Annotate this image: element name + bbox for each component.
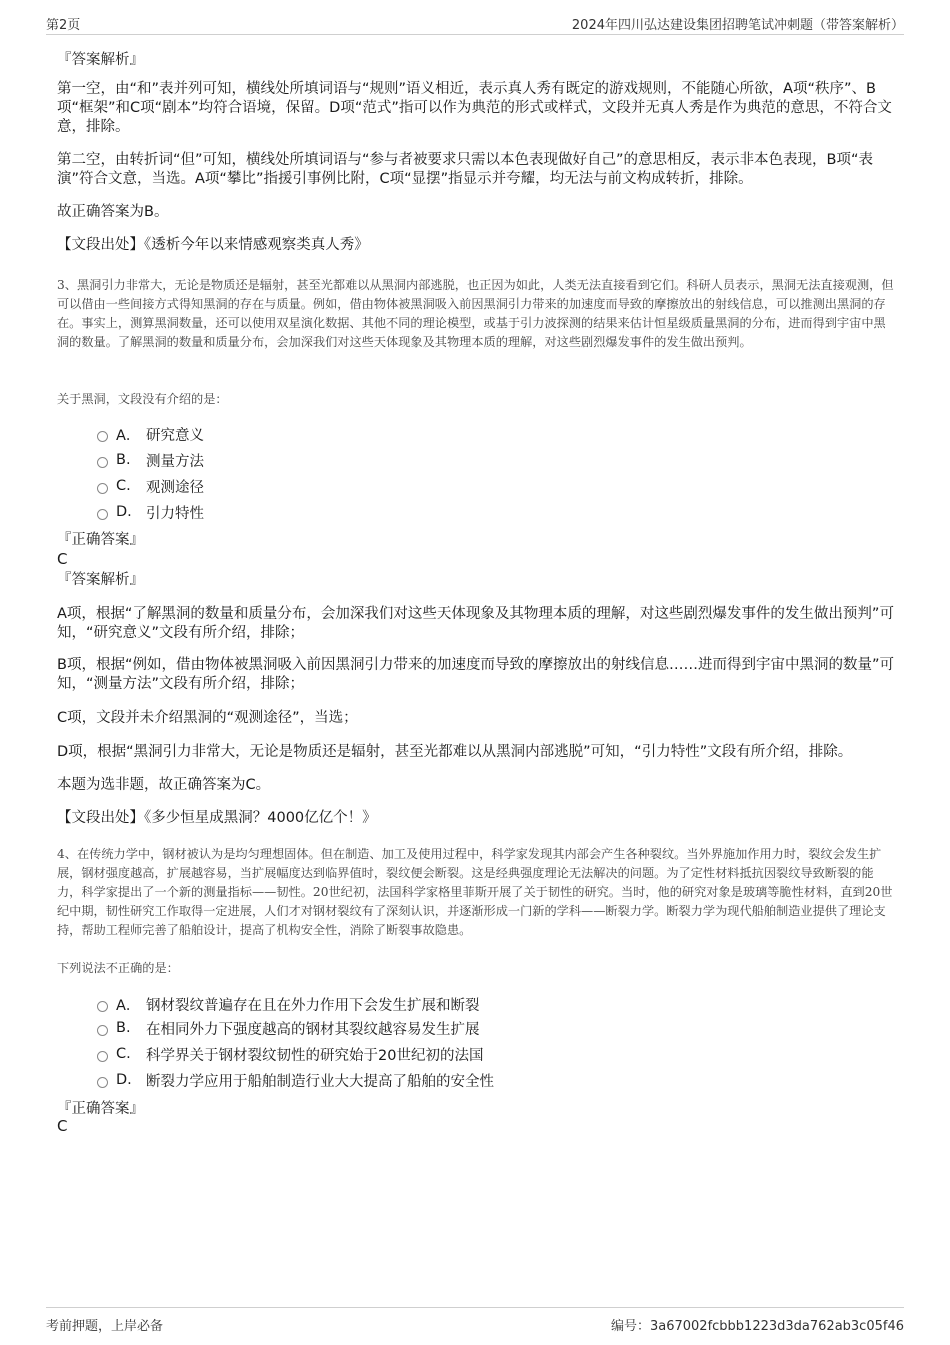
option-text: 观测途径 xyxy=(146,479,204,496)
q4-option-b[interactable] xyxy=(97,1018,480,1038)
option-letter: B. xyxy=(116,1020,131,1036)
q3-option-c[interactable] xyxy=(97,476,204,496)
radio-icon[interactable] xyxy=(97,1001,108,1012)
q3-analysis-a: A项，根据“了解黑洞的数量和质量分布，会加深我们对这些天体现象及其物理本质的理解，对这些剧烈爆发事件的发生做出预判”可知，“研究意义”文段有所介绍，排除； xyxy=(57,606,894,641)
q3-option-b[interactable] xyxy=(97,450,204,470)
q2-analysis-label: 『答案解析』 xyxy=(57,52,144,68)
option-text: 研究意义 xyxy=(146,427,204,444)
q2-source: 【文段出处】《透析今年以来情感观察类真人秀》 xyxy=(57,237,369,253)
page-footer xyxy=(46,1307,904,1334)
option-letter: B. xyxy=(116,452,131,468)
radio-icon[interactable] xyxy=(97,483,108,494)
q2-analysis-p2: 第二空，由转折词“但”可知，横线处所填词语与“参与者被要求只需以本色表现做好自己”的意思相反，表示非本色表现，B项“表演”符合文意，当选。A项“攀比”指援引事例比附，C项“显摆”指显示并夸耀，均无法与前文构成转折，排除。 xyxy=(57,152,874,187)
q3-conclusion: 本题为选非题，故正确答案为C。 xyxy=(57,777,271,793)
q3-analysis-b: B项，根据“例如，借由物体被黑洞吸入前因黑洞引力带来的加速度而导致的摩擦放出的射线信息……进而得到宇宙中黑洞的数量”可知，“测量方法”文段有所介绍，排除； xyxy=(57,657,894,692)
q3-passage: 3、黑洞引力非常大，无论是物质还是辐射，甚至光都难以从黑洞内部逃脱，也正因为如此，人类无法直接看到它们。科研人员表示，黑洞无法直接观测，但可以借由一些间接方式得知黑洞的存在与质量。例如，借由物体被黑洞吸入前因黑洞引力带来的加速度而导致的摩擦放出的射线信息，可以推测出黑洞的存在。事实上，测算黑洞数量，还可以使用双星演化数据、其他不同的理论模型，或基于引力波探测的结果来估计恒星级质量黑洞的分布，进而得到宇宙中黑洞的数量。了解黑洞的数量和质量分布，会加深我们对这些天体现象及其物理本质的理解，对这些剧烈爆发事件的发生做出预判。 xyxy=(57,278,894,349)
footer-slogan: 考前押题，上岸必备 xyxy=(46,1319,164,1334)
q3-answer: C xyxy=(57,550,68,568)
option-letter: C. xyxy=(116,1046,131,1062)
q4-option-d[interactable] xyxy=(97,1070,494,1090)
radio-icon[interactable] xyxy=(97,509,108,520)
q2-conclusion: 故正确答案为B。 xyxy=(57,204,169,220)
q3-analysis-c: C项，文段并未介绍黑洞的“观测途径”，当选； xyxy=(57,710,358,726)
q3-option-d[interactable] xyxy=(97,502,204,522)
q3-source: 【文段出处】《多少恒星成黑洞？4000亿亿个！》 xyxy=(57,810,377,826)
option-letter: D. xyxy=(116,504,132,520)
q4-prompt: 下列说法不正确的是： xyxy=(57,961,179,975)
radio-icon[interactable] xyxy=(97,1025,108,1036)
option-letter: C. xyxy=(116,478,131,494)
q3-analysis-label: 『答案解析』 xyxy=(57,572,144,588)
q3-prompt: 关于黑洞，文段没有介绍的是： xyxy=(57,392,228,406)
page-number: 第2页 xyxy=(46,17,81,33)
document-title: 2024年四川弘达建设集团招聘笔试冲刺题（带答案解析） xyxy=(571,17,904,33)
page-header xyxy=(46,12,904,35)
q3-option-a[interactable] xyxy=(97,424,204,444)
q4-answer: C xyxy=(57,1117,68,1135)
q3-analysis-d: D项，根据“黑洞引力非常大，无论是物质还是辐射，甚至光都难以从黑洞内部逃脱”可知，“引力特性”文段有所介绍，排除。 xyxy=(57,744,853,760)
option-text: 引力特性 xyxy=(146,505,204,522)
q4-option-a[interactable] xyxy=(97,994,480,1014)
document-id: 编号：3a67002fcbbb1223d3da762ab3c05f46 xyxy=(610,1319,904,1334)
radio-icon[interactable] xyxy=(97,1077,108,1088)
option-text: 测量方法 xyxy=(146,453,204,470)
option-letter: A． xyxy=(116,997,141,1014)
option-letter: A． xyxy=(116,427,141,444)
radio-icon[interactable] xyxy=(97,1051,108,1062)
q4-option-c[interactable] xyxy=(97,1044,483,1064)
radio-icon[interactable] xyxy=(97,431,108,442)
q4-answer-label: 『正确答案』 xyxy=(57,1101,144,1117)
option-text: 在相同外力下强度越高的钢材其裂纹越容易发生扩展 xyxy=(146,1021,480,1038)
option-text: 断裂力学应用于船舶制造行业大大提高了船舶的安全性 xyxy=(146,1073,494,1090)
option-text: 钢材裂纹普遍存在且在外力作用下会发生扩展和断裂 xyxy=(146,997,480,1014)
radio-icon[interactable] xyxy=(97,457,108,468)
q3-answer-label: 『正确答案』 xyxy=(57,532,144,548)
option-letter: D. xyxy=(116,1072,132,1088)
q4-passage: 4、在传统力学中，钢材被认为是均匀理想固体。但在制造、加工及使用过程中，科学家发现其内部会产生各种裂纹。当外界施加作用力时，裂纹会发生扩展，钢材强度越高，扩展越容易，当扩展幅度达到临界值时，裂纹便会断裂。这是经典强度理论无法解决的问题。为了定性材料抵抗因裂纹导致断裂的能力，科学家提出了一个新的测量指标——韧性。20世纪初，法国科学家格里菲斯开展了关于韧性的研究。当时，他的研究对象是玻璃等脆性材料，直到20世纪中期，韧性研究工作取得一定进展，人们才对钢材裂纹有了深刻认识，并逐渐形成一门新的学科——断裂力学。断裂力学为现代船舶制造业提供了理论支持，帮助工程师完善了船舶设计，提高了机构安全性，消除了断裂事故隐患。 xyxy=(57,847,893,937)
q2-analysis-p1: 第一空，由“和”表并列可知，横线处所填词语与“规则”语义相近，表示真人秀有既定的游戏规则，不能随心所欲，A项“秩序”、B项“框架”和C项“剧本”均符合语境，保留。D项“范式”指可以作为典范的形式或样式，文段并无真人秀是作为典范的意思，不符合文意，排除。 xyxy=(57,81,892,135)
option-text: 科学界关于钢材裂纹韧性的研究始于20世纪初的法国 xyxy=(146,1047,484,1064)
